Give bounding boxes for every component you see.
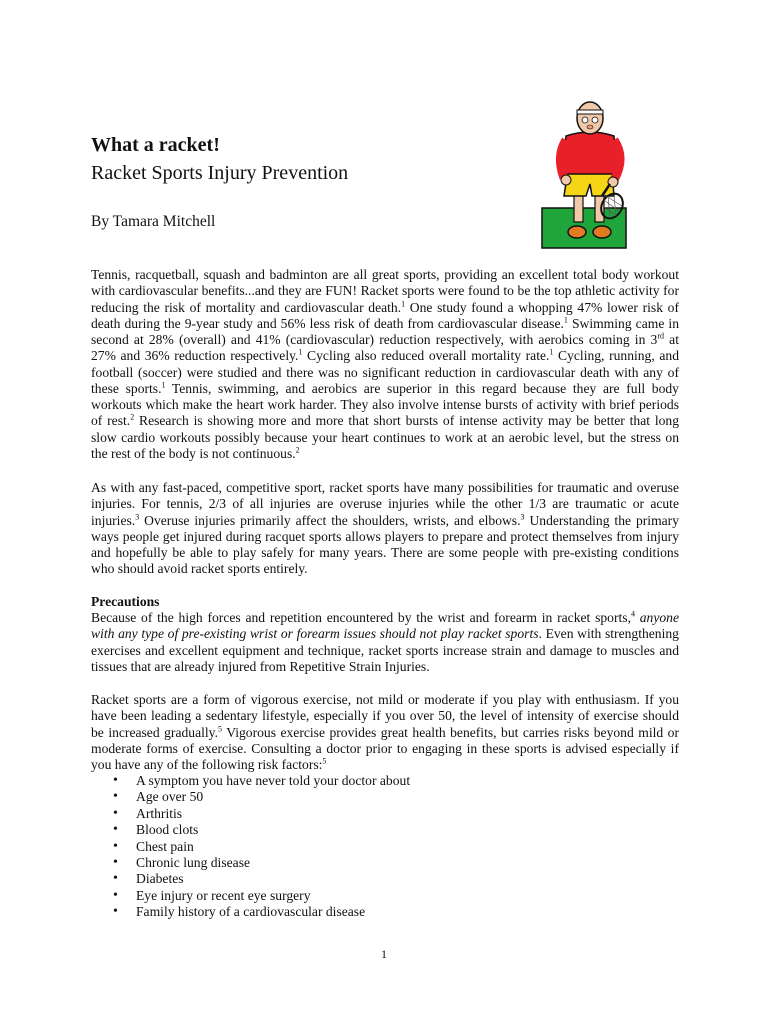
precautions-heading: Precautions — [91, 594, 160, 609]
list-item: • Eye injury or recent eye surgery — [113, 888, 410, 904]
page-title: What a racket! — [91, 134, 220, 156]
list-item: • Chest pain — [113, 839, 410, 855]
author-byline: By Tamara Mitchell — [91, 213, 216, 230]
intro-paragraph: Tennis, racquetball, squash and badminton are all great sports, providing an excellent total body workout with cardiovascular benefits...and they are FUN! Racket sports were found to be the top athletic activity for reducing the risk of mortality and cardiovascular death.$^1$ One study found a whopping 47% lower risk of death during the 9-year study and 56% less risk of death from cardiovascular disease.$^1$ Swimming came in second at 28% (overall) and 41% (cardiovascular) reduction respectively, with aerobics coming in 3rd at 27% and 36% reduction respectively.$^1$ Cycling also reduced overall mortality rate.$^1$ Cycling, running, and football (soccer) were studied and there was no significant reduction in cardiovascular death with any of these sports.$^1$ Tennis, swimming, and aerobics are superior in this regard because they are full body workouts which make the heart work harder. They also involve intense bursts of activity with brief periods of rest.$^2$ Research is showing more and more that short bursts of intense activity may be better that long slow cardio workouts possibly because your heart continues to work at an aerobic level, but the stress on the rest of the body is not continuous.$^2$ — [91, 267, 680, 461]
tennis-player-cartoon-icon — [540, 100, 648, 252]
list-item: • Chronic lung disease — [113, 855, 410, 871]
list-item: • Diabetes — [113, 871, 410, 887]
precautions-paragraph: Because of the high forces and repetition encountered by the wrist and forearm in racket sports,$^4$ anyone with any type of pre-existing wrist or forearm issues should not play racket sports. Even with strengthening exercises and excellent equipment and technique, racket sports increase strain and damage to muscles and tissues that are already injured from Repetitive Strain Injuries. — [91, 609, 679, 674]
page-subtitle: Racket Sports Injury Prevention — [91, 162, 349, 184]
injuries-paragraph: As with any fast-paced, competitive sport, racket sports have many possibilities for traumatic and overuse injuries. For tennis, 2/3 of all injuries are overuse injuries while the other 1/3 are traumatic or acute injuries.$^3$ Overuse injuries primarily affect the shoulders, wrists, and elbows.$^3$ Understanding the primary ways people get injured during racquet sports allows players to prepare and protect themselves from injury and hopefully be able to play safely for many years. There are some people with pre-existing conditions who should avoid racket sports entirely. — [91, 480, 680, 577]
list-item: • Family history of a cardiovascular disease — [113, 904, 410, 920]
vigorous-exercise-paragraph: Racket sports are a form of vigorous exercise, not mild or moderate if you play with enthusiasm. If you have been leading a sedentary lifestyle, especially if you over 50, the level of intensity of exercise should be increased gradually.$^5$ Vigorous exercise provides great health benefits, but carries risks beyond mild or moderate forms of exercise. Consulting a doctor prior to engaging in these sports is advised especially if you have any of the following risk factors:$^5$ — [91, 692, 679, 772]
list-item: • Arthritis — [113, 806, 410, 822]
list-item: • A symptom you have never told your doctor about — [113, 773, 410, 789]
risk-factors-list — [113, 773, 410, 921]
list-item: • Blood clots — [113, 822, 410, 838]
page-number: 1 — [381, 947, 387, 961]
list-item: • Age over 50 — [113, 789, 410, 805]
